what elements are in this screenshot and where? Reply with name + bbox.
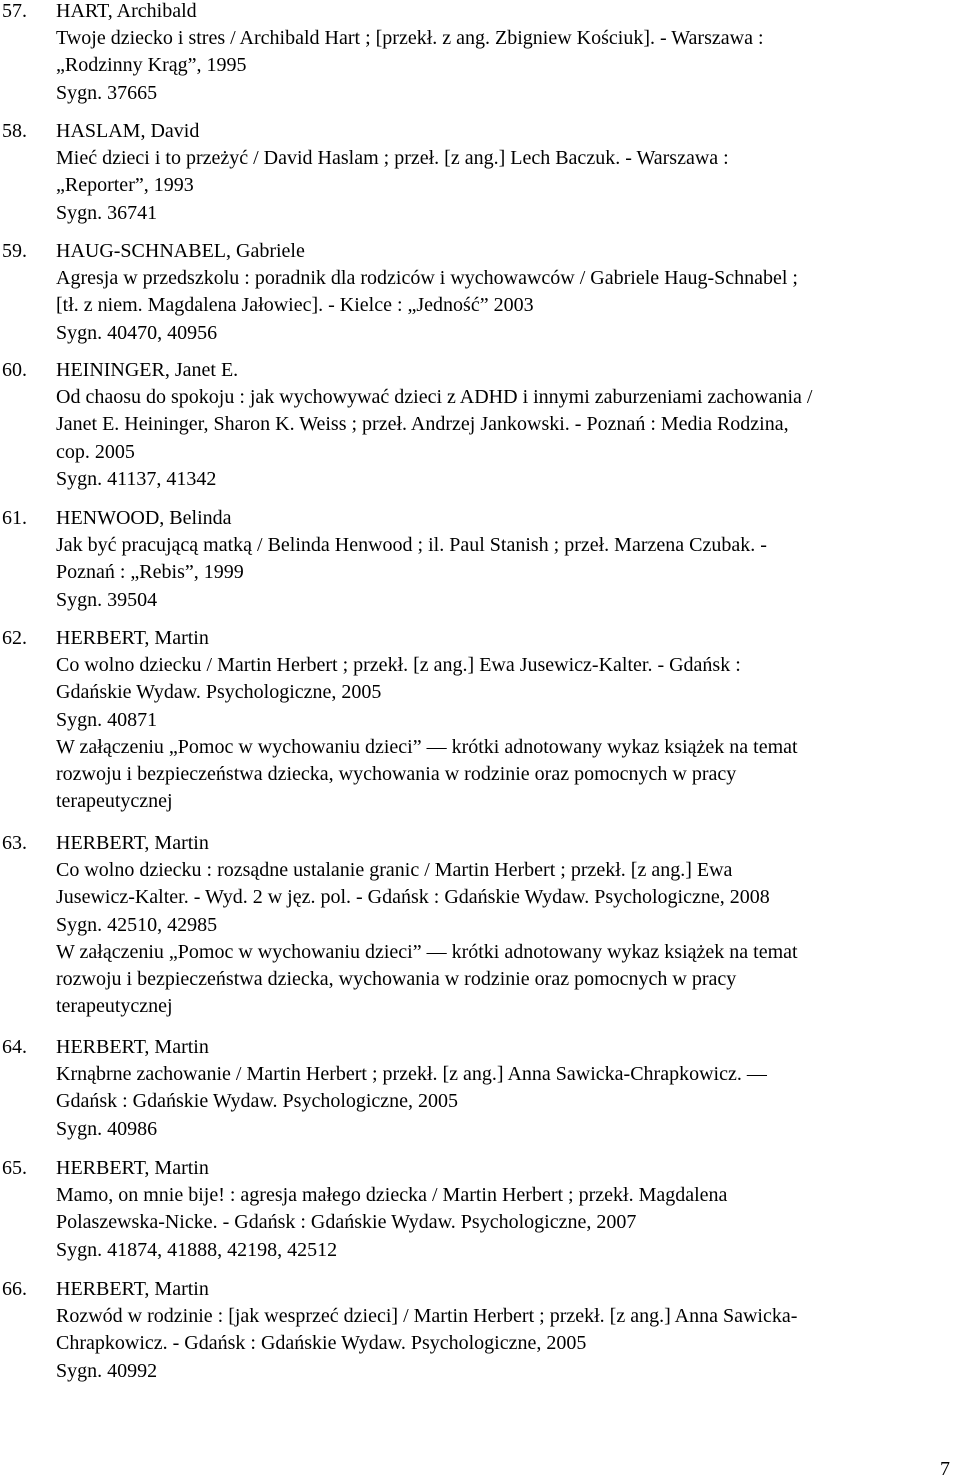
entry-text [56,0,956,107]
entry-line: Mamo, on mnie bije! : agresja małego dziecka / Martin Herbert ; przekł. Magdalena [56,1184,728,1207]
entry-text [56,830,956,1020]
entry-author: HAUG-SCHNABEL, Gabriele [56,240,305,262]
entry-line: Twoje dziecko i stres / Archibald Hart ; [przekł. z ang. Zbigniew Kościuk]. - Warszawa : [56,27,764,50]
entry-number: 63. [2,832,27,854]
entry-number: 66. [2,1278,27,1300]
entry-line: Od chaosu do spokoju : jak wychowywać dzieci z ADHD i innymi zaburzeniami zachowania / [56,386,813,409]
entry-text [56,1155,956,1264]
entry-line: Sygn. 39504 [56,588,158,611]
entry-line: Chrapkowicz. - Gdańsk : Gdańskie Wydaw. Psychologiczne, 2005 [56,1332,587,1355]
entry-line: Sygn. 40470, 40956 [56,321,218,344]
entry-text [56,357,956,493]
entry-line: Sygn. 40992 [56,1359,158,1382]
entry-author: HERBERT, Martin [56,1157,209,1179]
entry-line: Sygn. 36741 [56,201,158,224]
entry-line: rozwoju i bezpieczeństwa dziecka, wychowania w rodzinie oraz pomocnych w pracy [56,967,737,990]
entry-line: Gdańsk : Gdańskie Wydaw. Psychologiczne, 2005 [56,1090,459,1113]
entry-line: Sygn. 40871 [56,708,158,731]
entry-line: Janet E. Heininger, Sharon K. Weiss ; przeł. Andrzej Jankowski. - Poznań : Media Rodzina, [56,413,789,436]
entry-line: Jak być pracującą matką / Belinda Henwood ; il. Paul Stanish ; przeł. Marzena Czubak. - [56,534,767,557]
entry-number: 64. [2,1036,27,1058]
entry-line: terapeutycznej [56,995,173,1018]
entry-text [56,625,956,815]
entry-line: Jusewicz-Kalter. - Wyd. 2 w jęz. pol. - Gdańsk : Gdańskie Wydaw. Psychologiczne, 2008 [56,886,770,909]
entry-line: [tł. z niem. Magdalena Jałowiec]. - Kielce : „Jedność” 2003 [56,294,534,317]
entry-author: HERBERT, Martin [56,832,209,854]
entry-line: rozwoju i bezpieczeństwa dziecka, wychowania w rodzinie oraz pomocnych w pracy [56,762,737,785]
entry-line: Sygn. 41137, 41342 [56,467,217,490]
entry-author: HERBERT, Martin [56,627,209,649]
entry-line: Polaszewska-Nicke. - Gdańsk : Gdańskie Wydaw. Psychologiczne, 2007 [56,1211,637,1234]
entry-author: HART, Archibald [56,0,197,22]
entry-number: 59. [2,240,27,262]
entry-line: Sygn. 41874, 41888, 42198, 42512 [56,1238,338,1261]
entry-text [56,505,956,614]
entry-line: Co wolno dziecku / Martin Herbert ; przekł. [z ang.] Ewa Jusewicz-Kalter. - Gdańsk : [56,654,741,677]
entry-line: Poznań : „Rebis”, 1999 [56,561,244,584]
entry-number: 65. [2,1157,27,1179]
entry-line: Krnąbrne zachowanie / Martin Herbert ; przekł. [z ang.] Anna Sawicka-Chrapkowicz. — [56,1063,767,1086]
entry-line: Sygn. 42510, 42985 [56,913,218,936]
page-number: 7 [940,1458,950,1480]
entry-line: „Rodzinny Krąg”, 1995 [56,54,247,77]
entry-number: 57. [2,0,27,22]
entry-line: W załączeniu „Pomoc w wychowaniu dzieci” — krótki adnotowany wykaz książek na temat [56,940,798,963]
entry-text [56,238,956,347]
entry-author: HERBERT, Martin [56,1278,209,1300]
entry-author: HERBERT, Martin [56,1036,209,1058]
entry-number: 61. [2,507,27,529]
entry-author: HENWOOD, Belinda [56,507,232,529]
entry-text [56,1276,956,1385]
entry-line: Co wolno dziecku : rozsądne ustalanie granic / Martin Herbert ; przekł. [z ang.] Ewa [56,859,733,882]
entry-line: Agresja w przedszkolu : poradnik dla rodziców i wychowawców / Gabriele Haug-Schnabel ; [56,267,798,290]
entry-line: terapeutycznej [56,790,173,813]
entry-line: Rozwód w rodzinie : [jak wesprzeć dzieci] / Martin Herbert ; przekł. [z ang.] Anna Sawicka- [56,1305,798,1328]
entry-line: Gdańskie Wydaw. Psychologiczne, 2005 [56,681,382,704]
entry-text [56,118,956,227]
entry-line: Sygn. 40986 [56,1117,158,1140]
entry-author: HASLAM, David [56,120,200,142]
entry-number: 60. [2,359,27,381]
entry-line: cop. 2005 [56,440,135,463]
entry-line: W załączeniu „Pomoc w wychowaniu dzieci” — krótki adnotowany wykaz książek na temat [56,735,798,758]
entry-line: Sygn. 37665 [56,81,158,104]
entry-text [56,1034,956,1143]
entry-number: 62. [2,627,27,649]
entry-number: 58. [2,120,27,142]
entry-line: „Reporter”, 1993 [56,174,194,197]
entry-line: Mieć dzieci i to przeżyć / David Haslam ; przeł. [z ang.] Lech Baczuk. - Warszawa : [56,147,729,170]
entry-author: HEININGER, Janet E. [56,359,239,381]
